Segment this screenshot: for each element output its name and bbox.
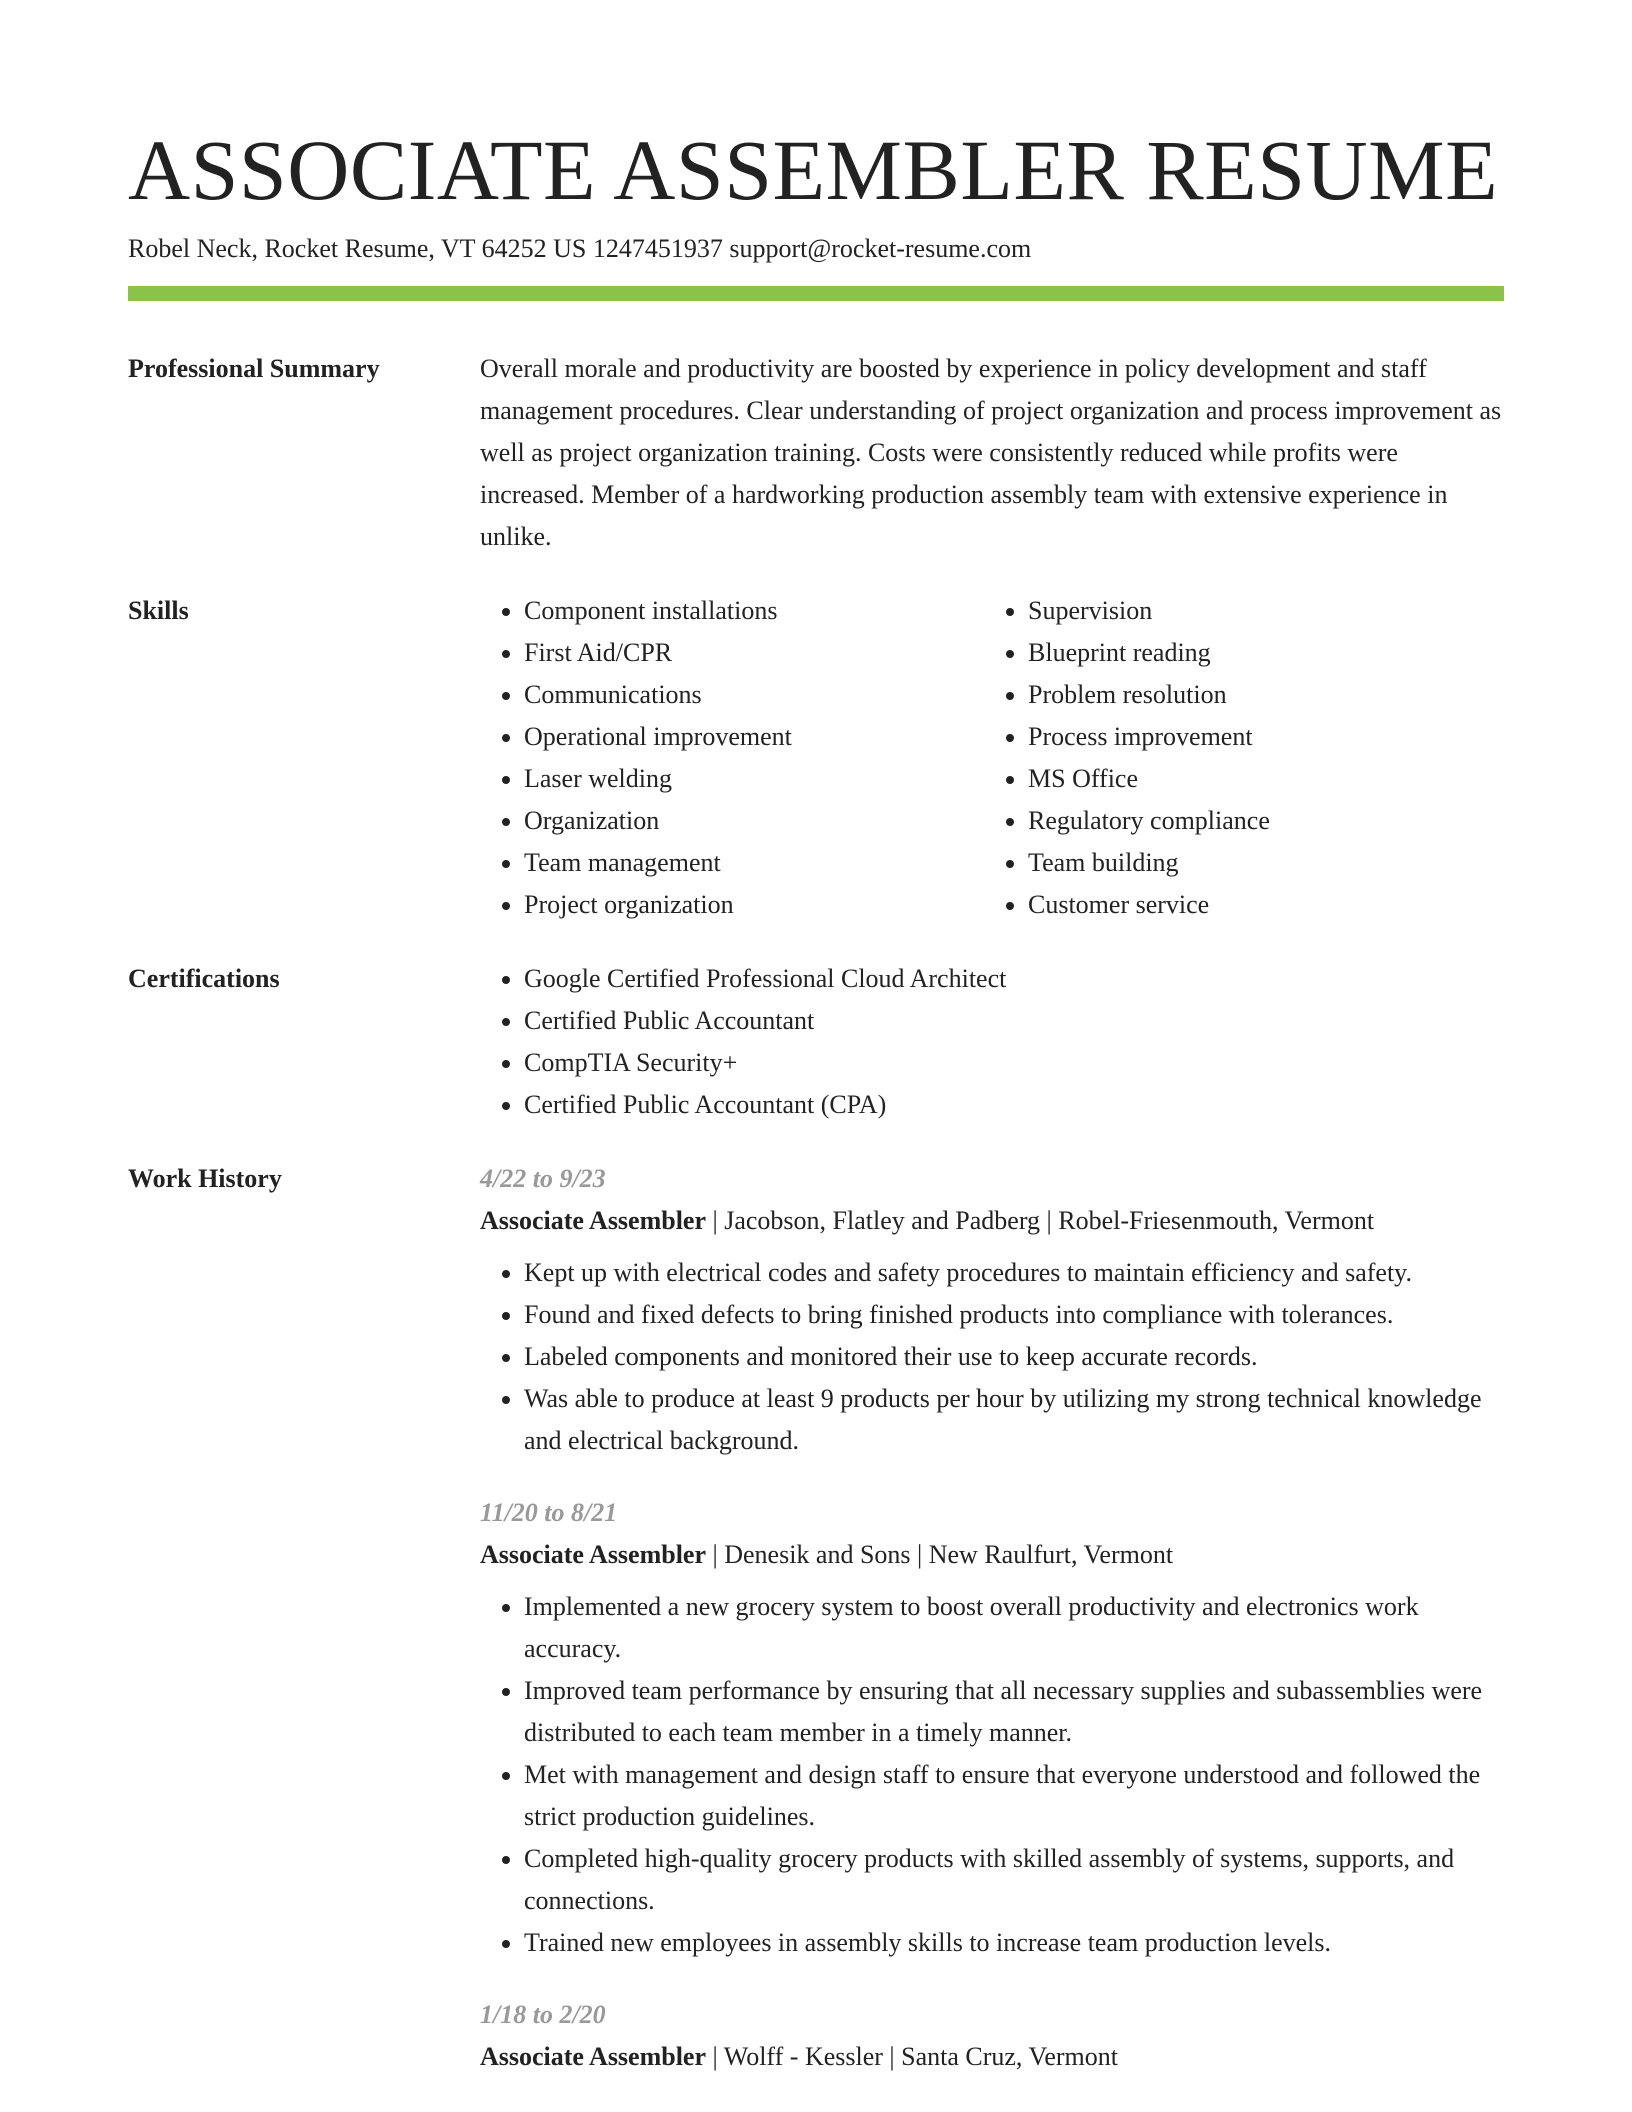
section-label-summary: Professional Summary <box>128 354 380 383</box>
certification-item: • CompTIA Security+ <box>524 1042 1504 1084</box>
skill-item: • Supervision <box>1028 590 1488 632</box>
job-bullet: • Met with management and design staff to ensure that everyone understood and followed the strict production guidelines. <box>524 1754 1504 1838</box>
skill-item: • Operational improvement <box>524 716 984 758</box>
job-bullet: • Implemented a new grocery system to boost overall productivity and electronics work accuracy. <box>524 1586 1504 1670</box>
section-label-work-history: Work History <box>128 1164 282 1193</box>
skill-item: • Problem resolution <box>1028 674 1488 716</box>
section-label-certifications: Certifications <box>128 964 280 993</box>
job-details: | Wolff - Kessler | Santa Cruz, Vermont <box>706 2042 1118 2071</box>
certification-item: • Certified Public Accountant (CPA) <box>524 1084 1504 1126</box>
skill-item: • Communications <box>524 674 984 716</box>
job-line <box>480 1200 1504 1242</box>
job-dates: 4/22 to 9/23 <box>480 1164 606 1193</box>
job-details: | Denesik and Sons | New Raulfurt, Vermont <box>706 1540 1174 1569</box>
skill-item: • Team building <box>1028 842 1488 884</box>
job-bullet: • Trained new employees in assembly skills to increase team production levels. <box>524 1922 1504 1964</box>
skill-item: • Project organization <box>524 884 984 926</box>
job-title: Associate Assembler <box>480 2042 707 2071</box>
job-entry <box>480 1994 1504 2078</box>
job-line <box>480 1534 1504 1576</box>
skills-list-right <box>984 590 1488 926</box>
skill-item: • Team management <box>524 842 984 884</box>
job-entry <box>480 1158 1504 1462</box>
skills-list-left <box>480 590 984 926</box>
skill-item: • Organization <box>524 800 984 842</box>
job-bullet: • Improved team performance by ensuring that all necessary supplies and subassemblies were distributed to each team member in a timely manner. <box>524 1670 1504 1754</box>
skill-item: • Laser welding <box>524 758 984 800</box>
skill-item: • First Aid/CPR <box>524 632 984 674</box>
skills-content <box>480 590 1504 926</box>
skills-columns <box>480 590 1504 926</box>
job-bullet: • Kept up with electrical codes and safety procedures to maintain efficiency and safety. <box>524 1252 1504 1294</box>
job-bullet: • Labeled components and monitored their use to keep accurate records. <box>524 1336 1504 1378</box>
job-dates: 11/20 to 8/21 <box>480 1498 618 1527</box>
certification-item: • Certified Public Accountant <box>524 1000 1504 1042</box>
job-bullet: • Found and fixed defects to bring finished products into compliance with tolerances. <box>524 1294 1504 1336</box>
job-title: Associate Assembler <box>480 1206 707 1235</box>
skill-item: • Blueprint reading <box>1028 632 1488 674</box>
job-bullet: • Was able to produce at least 9 products per hour by utilizing my strong technical knowledge and electrical background. <box>524 1378 1504 1462</box>
skill-item: • Regulatory compliance <box>1028 800 1488 842</box>
job-line <box>480 2036 1504 2078</box>
section-label-skills: Skills <box>128 596 189 625</box>
skill-item: • MS Office <box>1028 758 1488 800</box>
skill-item: • Customer service <box>1028 884 1488 926</box>
resume-title: ASSOCIATE ASSEMBLER RESUME <box>128 122 1499 218</box>
job-title: Associate Assembler <box>480 1540 707 1569</box>
job-details: | Jacobson, Flatley and Padberg | Robel-Friesenmouth, Vermont <box>706 1206 1375 1235</box>
job-bullets <box>480 1586 1504 1964</box>
work-history-content <box>480 1158 1504 2108</box>
skill-item: • Process improvement <box>1028 716 1488 758</box>
skill-item: • Component installations <box>524 590 984 632</box>
summary-content <box>480 348 1504 558</box>
certifications-list <box>480 958 1504 1126</box>
contact-line: Robel Neck, Rocket Resume, VT 64252 US 1247451937 support@rocket-resume.com <box>128 234 1032 263</box>
job-entry <box>480 1492 1504 1964</box>
summary-text: Overall morale and productivity are boosted by experience in policy development and staff management procedures. Clear understanding of project organization and process improvement as well as project organization training. Costs were consistently reduced while profits were increased. Member of a hardworking production assembly team with extensive experience in unlike. <box>480 354 1502 551</box>
job-bullets <box>480 1252 1504 1462</box>
certifications-content <box>480 958 1504 1126</box>
accent-divider <box>128 286 1504 301</box>
certification-item: • Google Certified Professional Cloud Architect <box>524 958 1504 1000</box>
job-bullet: • Completed high-quality grocery products with skilled assembly of systems, supports, and connections. <box>524 1838 1504 1922</box>
job-dates: 1/18 to 2/20 <box>480 2000 606 2029</box>
